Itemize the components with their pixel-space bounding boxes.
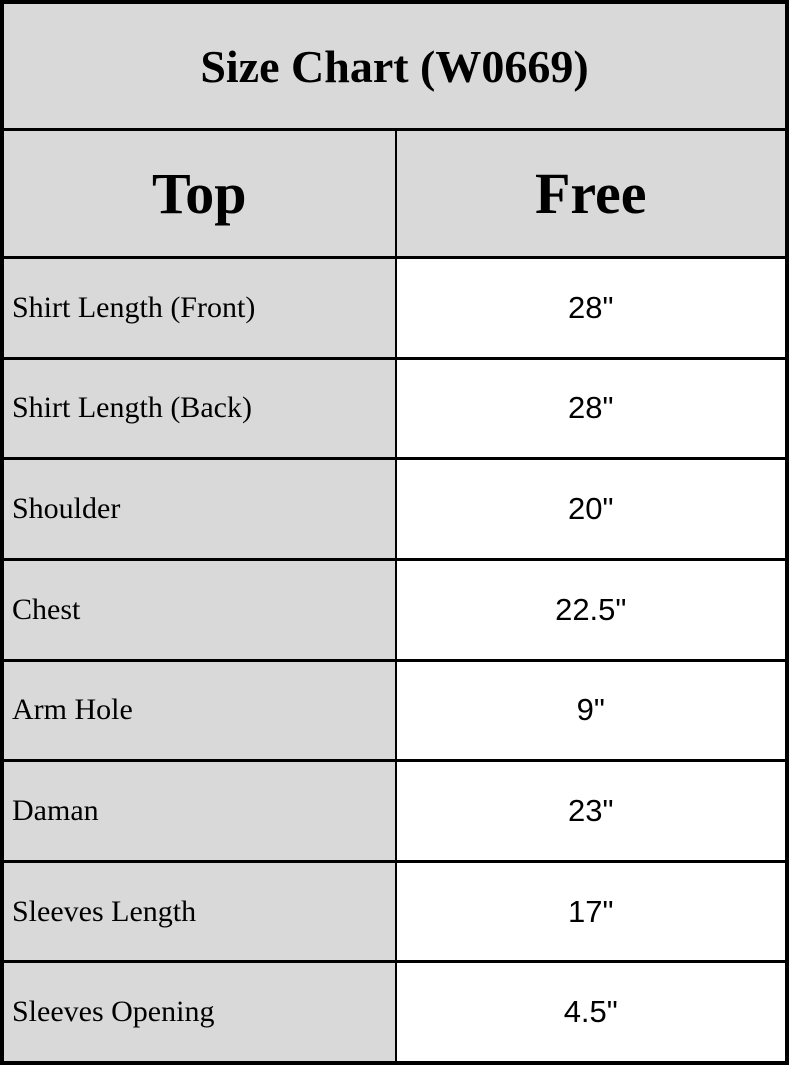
measurement-label-sleeves-opening: Sleeves Opening — [4, 960, 395, 1061]
chart-title: Size Chart (W0669) — [4, 4, 785, 128]
measurement-value-shirt-length-front: 28" — [395, 256, 786, 357]
column-header-top: Top — [4, 128, 395, 256]
measurement-label-sleeves-length: Sleeves Length — [4, 860, 395, 961]
measurement-label-shirt-length-front: Shirt Length (Front) — [4, 256, 395, 357]
measurement-value-arm-hole: 9" — [395, 659, 786, 760]
measurement-label-daman: Daman — [4, 759, 395, 860]
measurement-label-arm-hole: Arm Hole — [4, 659, 395, 760]
measurement-label-shoulder: Shoulder — [4, 457, 395, 558]
measurement-value-shoulder: 20" — [395, 457, 786, 558]
measurement-value-chest: 22.5" — [395, 558, 786, 659]
column-header-free: Free — [395, 128, 786, 256]
measurement-value-shirt-length-back: 28" — [395, 357, 786, 458]
measurement-value-daman: 23" — [395, 759, 786, 860]
measurement-label-chest: Chest — [4, 558, 395, 659]
measurement-label-shirt-length-back: Shirt Length (Back) — [4, 357, 395, 458]
measurement-value-sleeves-length: 17" — [395, 860, 786, 961]
measurement-value-sleeves-opening: 4.5" — [395, 960, 786, 1061]
